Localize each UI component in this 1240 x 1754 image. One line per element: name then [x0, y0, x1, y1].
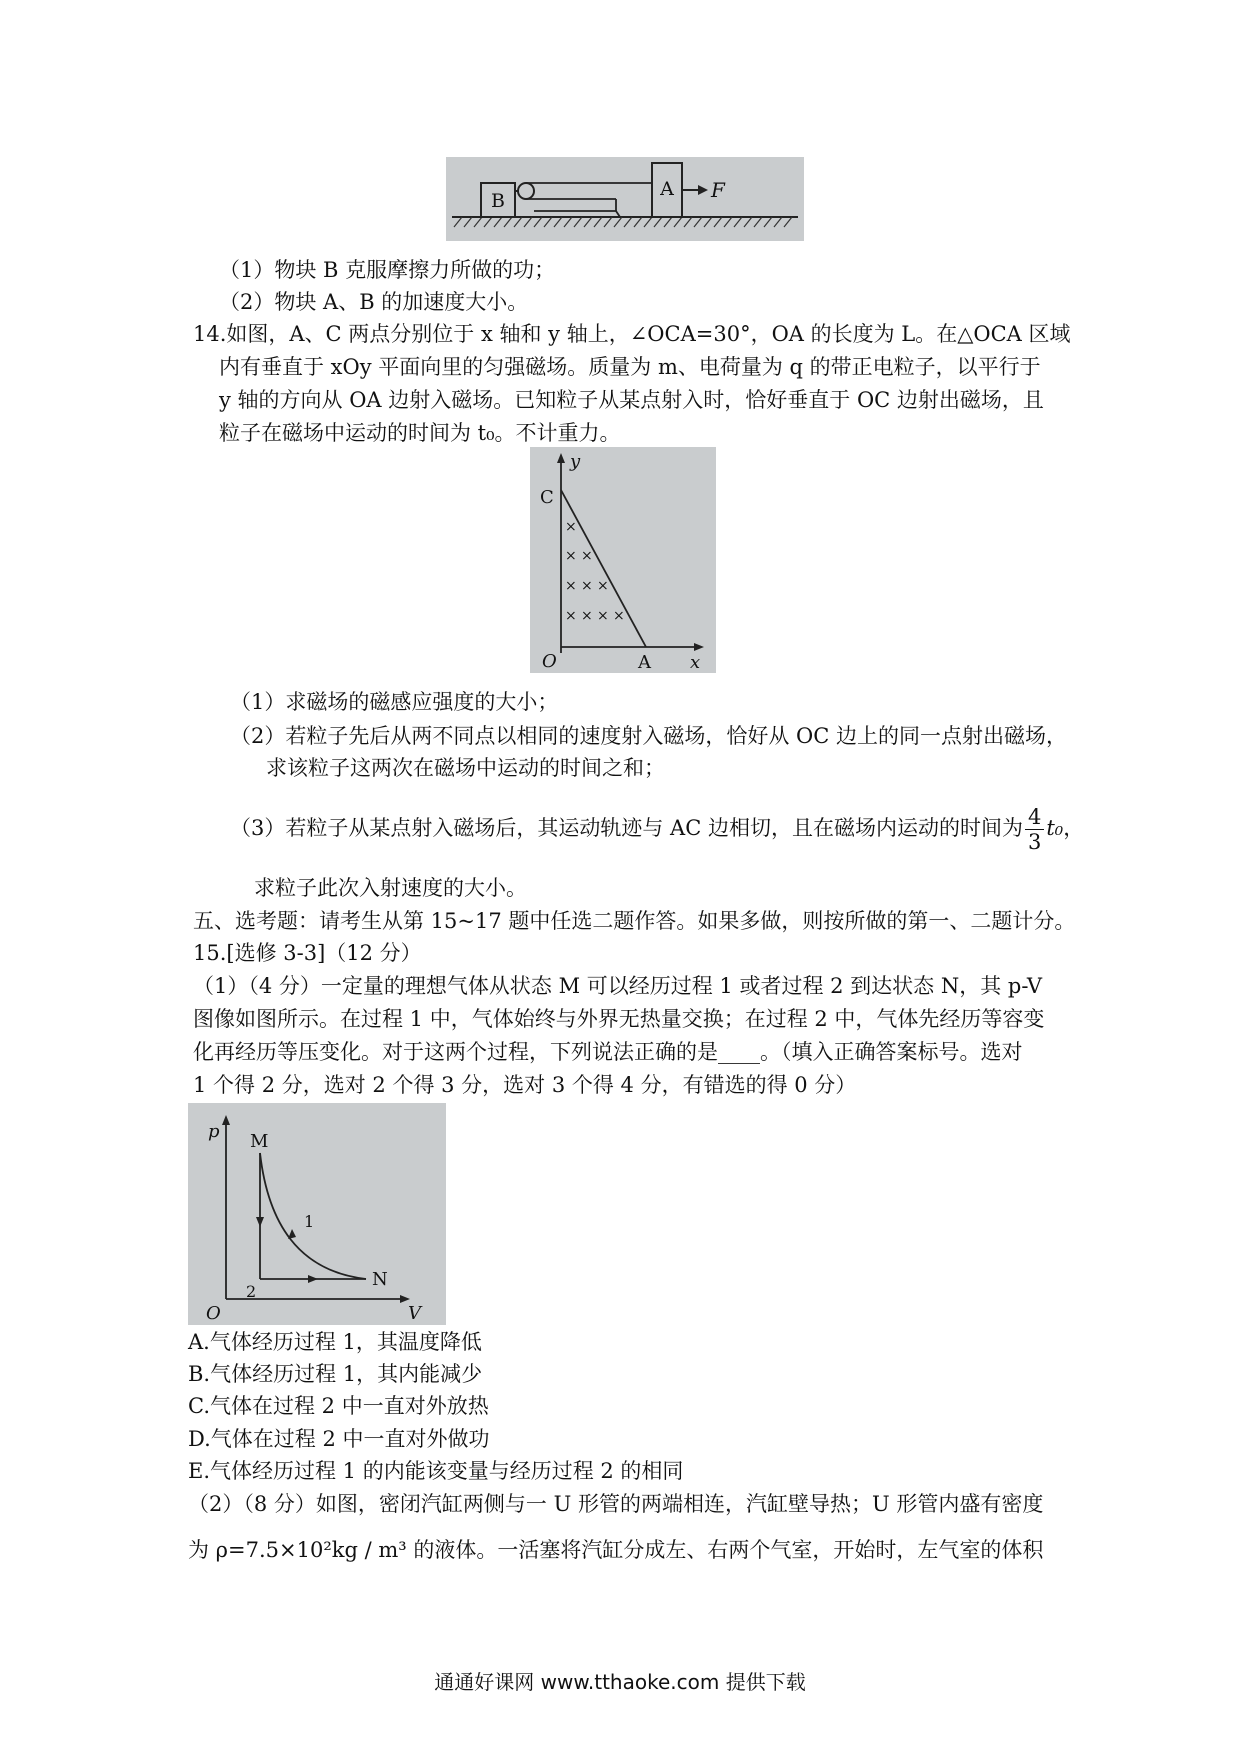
cross-mark: ×	[581, 608, 593, 624]
pv-diagram-figure	[188, 1103, 446, 1325]
point-a-label: A	[638, 652, 651, 673]
q14-sub1: （1）求磁场的磁感应强度的大小；	[230, 690, 559, 714]
state-m-label: M	[250, 1131, 269, 1152]
process-2-label: 2	[246, 1282, 257, 1301]
option-b: B.气体经历过程 1，其内能减少	[188, 1362, 483, 1386]
option-d: D.气体在过程 2 中一直对外做功	[188, 1427, 490, 1451]
cross-mark: ×	[597, 608, 609, 624]
label-f: F	[711, 178, 725, 202]
q14-sub2b: 求该粒子这两次在磁场中运动的时间之和；	[266, 756, 665, 780]
q15-title: 15.[选修 3-3]（12 分）	[193, 941, 422, 965]
q14-line3: y 轴的方向从 OA 边射入磁场。已知粒子从某点射入时，恰好垂直于 OC 边射出磁场，且	[219, 388, 1044, 412]
q14-line2: 内有垂直于 xOy 平面向里的匀强磁场。质量为 m、电荷量为 q 的带正电粒子，以平行于	[219, 355, 1041, 379]
fraction-four-thirds	[1025, 805, 1044, 854]
y-axis-label: y	[570, 451, 581, 472]
v-axis-label: V	[408, 1303, 421, 1324]
label-b: B	[491, 190, 505, 212]
origin-label: O	[542, 651, 557, 672]
cross-mark: ×	[565, 519, 577, 535]
q15-p2a: （2）（8 分）如图，密闭汽缸两侧与一 U 形管的两端相连，汽缸壁导热；U 形管内盛有密度	[188, 1492, 1044, 1516]
q14-line1: 14.如图，A、C 两点分别位于 x 轴和 y 轴上，∠OCA=30°，OA 的长度为 L。在△OCA 区域	[193, 322, 1071, 346]
section-5-heading: 五、选考题：请考生从第 15~17 题中任选二题作答。如果多做，则按所做的第一、二题计分。	[193, 909, 1076, 933]
q13-part1: （1）物块 B 克服摩擦力所做的功；	[219, 258, 556, 282]
cross-mark: ×	[581, 548, 593, 564]
cross-mark: ×	[565, 608, 577, 624]
footer-source: 通通好课网 www.tthaoke.com 提供下载	[434, 1670, 806, 1694]
q15-p1c: 化再经历等压变化。对于这两个过程，下列说法正确的是____。（填入正确答案标号。选对	[193, 1040, 1023, 1064]
cross-mark: ×	[565, 578, 577, 594]
q14-line4: 粒子在磁场中运动的时间为 t₀。不计重力。	[219, 421, 621, 445]
cross-mark: ×	[613, 608, 625, 624]
magnetic-field-figure	[530, 447, 716, 673]
option-e: E.气体经历过程 1 的内能该变量与经历过程 2 的相同	[188, 1459, 684, 1483]
label-a: A	[660, 178, 674, 200]
q14-sub3-text: （3）若粒子从某点射入磁场后，其运动轨迹与 AC 边相切，且在磁场内运动的时间为	[230, 816, 1023, 840]
pulley	[518, 183, 534, 199]
q14-sub3-t0: t₀	[1046, 816, 1064, 840]
block-figure	[446, 157, 804, 241]
q14-sub3-comma: ，	[1063, 816, 1085, 840]
p-axis-label: p	[208, 1121, 220, 1142]
option-a: A.气体经历过程 1，其温度降低	[188, 1330, 482, 1354]
origin-label: O	[206, 1303, 221, 1324]
fraction-denominator: 3	[1027, 830, 1042, 854]
field-crosses	[565, 519, 625, 624]
x-axis-label: x	[690, 652, 701, 673]
process-1-label: 1	[304, 1212, 315, 1231]
q13-part2: （2）物块 A、B 的加速度大小。	[219, 290, 529, 314]
q15-p2b: 为 ρ=7.5×10²kg / m³ 的液体。一活塞将汽缸分成左、右两个气室，开始时，左气室的体积	[188, 1538, 1044, 1562]
point-c-label: C	[540, 487, 554, 508]
state-n-label: N	[372, 1269, 388, 1290]
q14-sub3b: 求粒子此次入射速度的大小。	[254, 876, 527, 900]
fraction-numerator: 4	[1025, 805, 1044, 830]
q15-p1d: 1 个得 2 分，选对 2 个得 3 分，选对 3 个得 4 分，有错选的得 0 分）	[193, 1073, 857, 1097]
q14-sub2a: （2）若粒子先后从两不同点以相同的速度射入磁场，恰好从 OC 边上的同一点射出磁场，	[230, 724, 1067, 748]
q14-sub3a	[230, 802, 1084, 854]
q15-p1a: （1）（4 分）一定量的理想气体从状态 M 可以经历过程 1 或者过程 2 到达状态 N，其 p-V	[193, 974, 1043, 998]
cross-mark: ×	[581, 578, 593, 594]
cross-mark: ×	[565, 548, 577, 564]
option-c: C.气体在过程 2 中一直对外放热	[188, 1394, 489, 1418]
q15-p1b: 图像如图所示。在过程 1 中，气体始终与外界无热量交换；在过程 2 中，气体先经历等容变	[193, 1007, 1045, 1031]
cross-mark: ×	[597, 578, 609, 594]
ground-hatch	[454, 217, 792, 227]
